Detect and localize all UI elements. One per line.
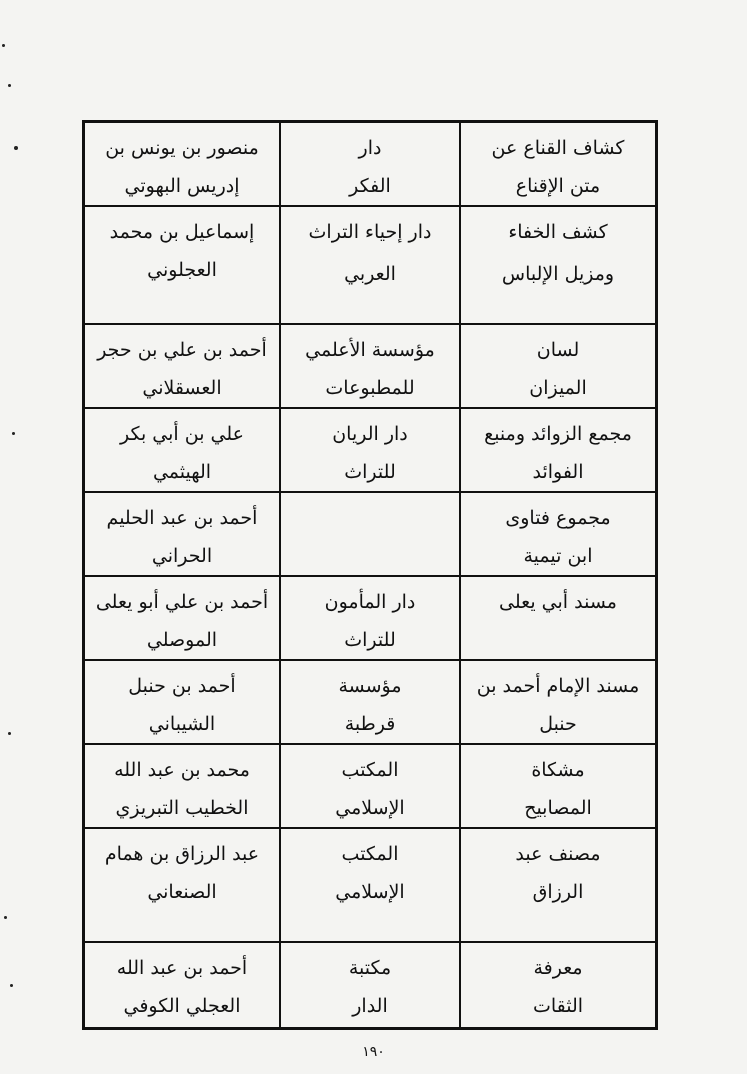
table-row — [84, 206, 657, 324]
publisher-cell: المكتب الإسلامي — [280, 828, 460, 942]
author-cell: إسماعيل بن محمد العجلوني — [84, 206, 281, 324]
author-cell: علي بن أبي بكر الهيثمي — [84, 408, 281, 492]
page-number: ١٩٠ — [362, 1044, 385, 1060]
book-title-cell: مشكاة المصابيح — [460, 744, 657, 828]
scan-speck — [8, 732, 11, 735]
table-row — [84, 660, 657, 744]
publisher-cell: دار إحياء التراث العربي — [280, 206, 460, 324]
author-cell: محمد بن عبد الله الخطيب التبريزي — [84, 744, 281, 828]
book-title-cell: كشاف القناع عن متن الإقناع — [460, 122, 657, 207]
publisher-cell: دار المأمون للتراث — [280, 576, 460, 660]
book-title-cell: مجمع الزوائد ومنبع الفوائد — [460, 408, 657, 492]
table-row — [84, 942, 657, 1028]
scan-speck — [8, 84, 11, 87]
publisher-cell: مؤسسة قرطبة — [280, 660, 460, 744]
book-title-cell: مجموع فتاوى ابن تيمية — [460, 492, 657, 576]
book-title-cell: معرفة الثقات — [460, 942, 657, 1028]
publisher-cell: المكتب الإسلامي — [280, 744, 460, 828]
scan-speck — [14, 146, 18, 150]
table-row — [84, 576, 657, 660]
table-row — [84, 828, 657, 942]
scan-speck — [4, 916, 7, 919]
publisher-cell — [280, 492, 460, 576]
publisher-cell: مؤسسة الأعلمي للمطبوعات — [280, 324, 460, 408]
scan-speck — [2, 44, 5, 47]
publisher-cell: دار الفكر — [280, 122, 460, 207]
book-title-cell: مسند الإمام أحمد بن حنبل — [460, 660, 657, 744]
author-cell: أحمد بن علي أبو يعلى الموصلي — [84, 576, 281, 660]
scan-speck — [12, 432, 15, 435]
table-row — [84, 122, 657, 207]
book-title-cell: مسند أبي يعلى — [460, 576, 657, 660]
author-cell: أحمد بن حنبل الشيباني — [84, 660, 281, 744]
book-title-cell: مصنف عبد الرزاق — [460, 828, 657, 942]
table-row — [84, 492, 657, 576]
book-title-cell: لسان الميزان — [460, 324, 657, 408]
table-row — [84, 408, 657, 492]
references-table — [82, 120, 658, 1030]
scan-speck — [10, 984, 13, 987]
table-row — [84, 324, 657, 408]
author-cell: أحمد بن عبد الحليم الحراني — [84, 492, 281, 576]
book-title-cell: كشف الخفاء ومزيل الإلباس — [460, 206, 657, 324]
publisher-cell: مكتبة الدار — [280, 942, 460, 1028]
author-cell: عبد الرزاق بن همام الصنعاني — [84, 828, 281, 942]
table-row — [84, 744, 657, 828]
author-cell: أحمد بن علي بن حجر العسقلاني — [84, 324, 281, 408]
publisher-cell: دار الريان للتراث — [280, 408, 460, 492]
author-cell: منصور بن يونس بن إدريس البهوتي — [84, 122, 281, 207]
author-cell: أحمد بن عبد الله العجلي الكوفي — [84, 942, 281, 1028]
